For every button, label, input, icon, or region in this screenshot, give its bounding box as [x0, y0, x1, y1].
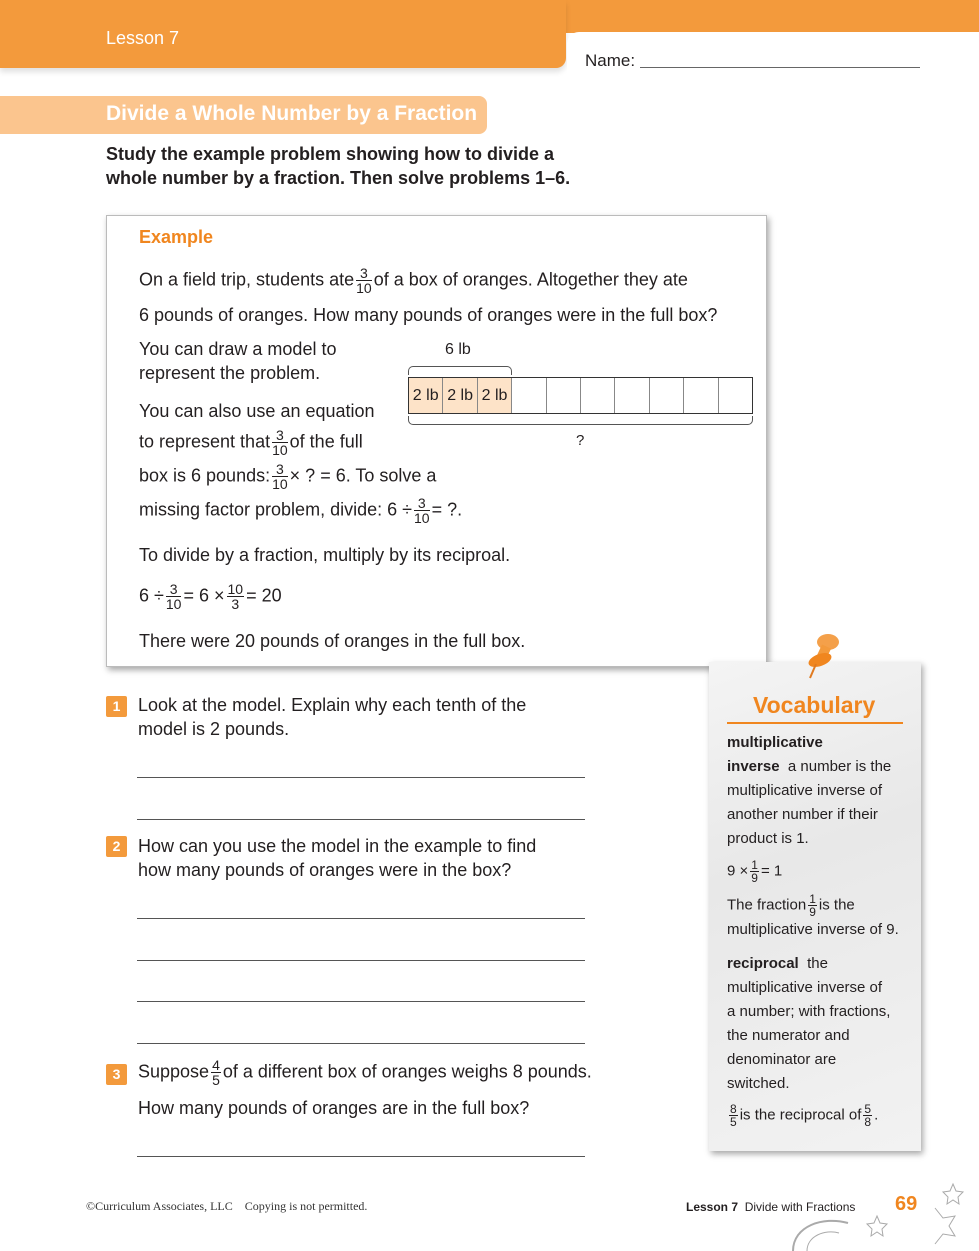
problem-text: Suppose $\frac{4}{5}$ of a different box of oranges weighs 8 pounds. [138, 1057, 592, 1088]
footer-lesson: Lesson 7 Divide with Fractions [686, 1200, 856, 1214]
instructions [106, 142, 626, 190]
top-brace [408, 366, 512, 375]
model-cell [512, 378, 546, 413]
instructions-line: Study the example problem showing how to divide a [106, 144, 555, 164]
vocab-example: 9 × $\frac{1}{9}$ = 1 [727, 858, 783, 885]
instructions-line: whole number by a fraction. Then solve problems 1–6. [106, 168, 571, 188]
vocab-example: multiplicative inverse of 9. [727, 921, 899, 938]
vocab-definition: a number; with fractions, [727, 1003, 891, 1020]
problem-text: how many pounds of oranges were in the box? [138, 860, 512, 880]
vocab-term: multiplicative [727, 734, 823, 751]
example-text: 6 pounds of oranges. How many pounds of oranges were in the full box? [139, 305, 718, 325]
lesson-banner [0, 0, 566, 68]
vocab-example: The fraction $\frac{1}{9}$ is the [727, 892, 855, 919]
name-field[interactable] [640, 67, 920, 68]
answer-line[interactable] [137, 819, 585, 820]
text: On a field trip, students ate [139, 269, 355, 290]
vocab-definition: another number if their [727, 806, 878, 823]
problem-text: Look at the model. Explain why each tenth of the [138, 695, 527, 715]
answer-line[interactable] [137, 1043, 585, 1044]
example-text: There were 20 pounds of oranges in the full box. [139, 631, 526, 651]
example-text: You can also use an equation [139, 401, 375, 421]
example-text: missing factor problem, divide: 6 ÷ $\frac{3}{10}$ = ?. [139, 495, 463, 526]
vocab-definition: switched. [727, 1075, 790, 1092]
pushpin-icon [806, 632, 842, 680]
vocab-definition: the numerator and [727, 1027, 850, 1044]
vocab-definition: multiplicative inverse of [727, 979, 883, 996]
example-text: To divide by a fraction, multiply by its reciproal. [139, 545, 511, 565]
example-text [139, 266, 688, 295]
vocab-definition: inverse a number is the [727, 758, 892, 775]
star-doodle-icon [785, 1178, 979, 1251]
page-title: Divide a Whole Number by a Fraction [106, 102, 478, 125]
answer-line[interactable] [137, 1156, 585, 1157]
example-text: box is 6 pounds: $\frac{3}{10}$ × ? = 6. To solve a [139, 461, 437, 492]
model-cell: 2 lb [478, 378, 512, 413]
example-text: You can draw a model to [139, 339, 337, 359]
divider [727, 722, 903, 724]
vocabulary-title: Vocabulary [753, 692, 876, 718]
model-cell [650, 378, 684, 413]
problem-number: 1 [106, 696, 127, 717]
model-top-label: 6 lb [445, 341, 471, 358]
model-cell: 2 lb [409, 378, 443, 413]
fraction: $\frac{10}{3}$ [227, 581, 244, 612]
example-heading: Example [139, 227, 214, 247]
example-text: represent the problem. [139, 363, 321, 383]
answer-line[interactable] [137, 960, 585, 961]
problem-text: How can you use the model in the example to find [138, 836, 537, 856]
example-text: to represent that $\frac{3}{10}$ of the full [139, 427, 363, 458]
vocab-definition: product is 1. [727, 830, 809, 847]
tape-model [408, 377, 753, 414]
bottom-brace [408, 416, 753, 425]
vocab-definition: reciprocal the [727, 955, 828, 972]
vocab-definition: denominator are [727, 1051, 837, 1068]
fraction: $\frac{3}{10}$ [356, 265, 372, 296]
fraction: $\frac{3}{10}$ [165, 581, 182, 612]
answer-line[interactable] [137, 1001, 585, 1002]
fraction: $\frac{3}{10}$ [272, 427, 288, 458]
page-number: 69 [895, 1193, 918, 1215]
problem-text: model is 2 pounds. [138, 719, 290, 739]
problem-number: 3 [106, 1064, 127, 1085]
model-cell [684, 378, 718, 413]
vocab-definition: multiplicative inverse of [727, 782, 883, 799]
vocab-example: $\frac{8}{5}$ is the reciprocal of $\frac{5}{8}$ . [730, 1102, 879, 1129]
answer-line[interactable] [137, 777, 585, 778]
problem-text: How many pounds of oranges are in the full box? [138, 1098, 530, 1118]
equation: 6 ÷ $\frac{3}{10}$ = 6 × $\frac{10}{3}$ = 20 [139, 581, 282, 612]
model-cell [547, 378, 581, 413]
model-cell [719, 378, 752, 413]
text: of a box of oranges. Altogether they ate [373, 269, 688, 290]
fraction: $\frac{4}{5}$ [212, 1057, 220, 1088]
model-bottom-label: ? [576, 432, 585, 449]
model-cell [581, 378, 615, 413]
lesson-label: Lesson 7 [106, 28, 180, 48]
copyright: ©Curriculum Associates, LLC Copying is not permitted. [86, 1199, 368, 1213]
problem-number: 2 [106, 836, 127, 857]
model-cell: 2 lb [443, 378, 477, 413]
fraction: $\frac{3}{10}$ [414, 495, 430, 526]
answer-line[interactable] [137, 918, 585, 919]
fraction: $\frac{3}{10}$ [272, 461, 288, 492]
model-cell [615, 378, 649, 413]
name-label: Name: [585, 51, 636, 70]
